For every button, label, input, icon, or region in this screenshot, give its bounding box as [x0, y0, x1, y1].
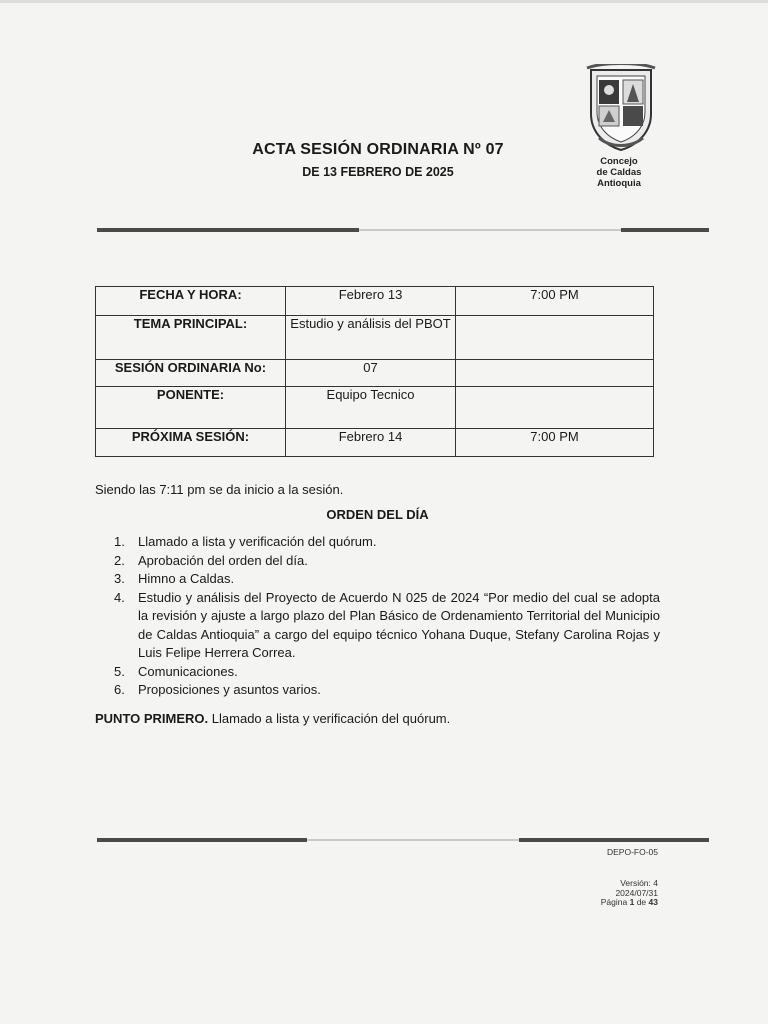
- item-number: 5.: [114, 663, 125, 679]
- row-label: PRÓXIMA SESIÓN:: [96, 429, 286, 457]
- form-code: DEPO-FO-05: [606, 847, 658, 857]
- footer-divider: [307, 839, 519, 841]
- list-item: [114, 681, 660, 700]
- table-row: [96, 360, 654, 387]
- item-number: 1.: [114, 534, 125, 549]
- org-line: Concejo: [600, 156, 638, 167]
- list-item: [114, 533, 660, 552]
- item-text: Estudio y análisis del Proyecto de Acuerdo N 025 de 2024 “Por medio del cual se adopta la revisión y ajuste a largo plazo del Plan Básico de Ordenamiento Territorial del Municipio de Caldas Antioquia” a cargo del equipo técnico Yohana Duque, Stefany Carolina Rojas y Luis Felipe Herrera Correa.: [138, 589, 660, 660]
- row-extra: [456, 316, 654, 360]
- header-divider: [621, 228, 709, 232]
- item-number: 2.: [114, 552, 125, 568]
- footer-divider: [519, 838, 709, 842]
- page-mid: de: [634, 897, 649, 907]
- row-value: Febrero 13: [286, 287, 456, 316]
- session-info-table: [95, 286, 654, 457]
- row-value: 07: [286, 360, 456, 387]
- table-row: [96, 287, 654, 316]
- row-label: TEMA PRINCIPAL:: [96, 316, 286, 360]
- page-edge: [0, 0, 768, 3]
- document-title: ACTA SESIÓN ORDINARIA Nº 07: [252, 141, 504, 158]
- row-extra: [456, 387, 654, 429]
- header-divider: [97, 228, 359, 232]
- row-value: Febrero 14: [286, 429, 456, 457]
- row-label: FECHA Y HORA:: [96, 287, 286, 316]
- version-label: Versión: 4: [620, 878, 658, 888]
- title-block: [200, 141, 556, 179]
- item-number: 6.: [114, 682, 125, 697]
- row-extra: 7:00 PM: [456, 429, 654, 457]
- page-prefix: Página: [600, 897, 630, 907]
- row-value: Estudio y análisis del PBOT: [286, 316, 456, 360]
- list-item: [114, 589, 660, 663]
- item-text: Himno a Caldas.: [138, 571, 235, 586]
- page-indicator: [601, 898, 658, 908]
- first-point: [95, 710, 450, 728]
- version-date: 2024/07/31: [615, 887, 658, 898]
- row-label: PONENTE:: [96, 387, 286, 429]
- item-text: Comunicaciones.: [138, 663, 238, 679]
- header-divider: [359, 229, 621, 231]
- agenda-title: ORDEN DEL DÍA: [326, 507, 429, 522]
- org-line: Antioquia: [597, 178, 641, 189]
- first-point-label: PUNTO PRIMERO.: [95, 711, 209, 726]
- row-extra: 7:00 PM: [456, 287, 654, 316]
- document-subtitle: DE 13 FEBRERO DE 2025: [302, 165, 454, 179]
- table-row: [96, 316, 654, 360]
- item-number: 3.: [114, 571, 125, 586]
- table-row: [96, 429, 654, 457]
- table-row: [96, 387, 654, 429]
- org-line: de Caldas: [596, 167, 642, 178]
- first-point-text: Llamado a lista y verificación del quórum.: [208, 711, 451, 726]
- page-number: 1: [629, 897, 635, 907]
- list-item: [114, 552, 660, 571]
- item-number: 4.: [114, 589, 125, 605]
- organization-name: [574, 156, 664, 189]
- list-item: [114, 570, 660, 589]
- row-label: SESIÓN ORDINARIA No:: [96, 360, 286, 387]
- item-text: Llamado a lista y verificación del quórum.: [138, 534, 377, 549]
- row-extra: [456, 360, 654, 387]
- item-text: Proposiciones y asuntos varios.: [138, 682, 321, 697]
- page-total: 43: [648, 897, 658, 907]
- footer-meta: [601, 879, 658, 908]
- agenda-list: [114, 533, 660, 700]
- municipal-seal-icon: [583, 64, 659, 152]
- footer-divider: [97, 838, 307, 842]
- row-value: Equipo Tecnico: [286, 387, 456, 429]
- item-text: Aprobación del orden del día.: [138, 552, 308, 568]
- session-intro: Siendo las 7:11 pm se da inicio a la sesión.: [95, 482, 344, 497]
- list-item: [114, 663, 660, 682]
